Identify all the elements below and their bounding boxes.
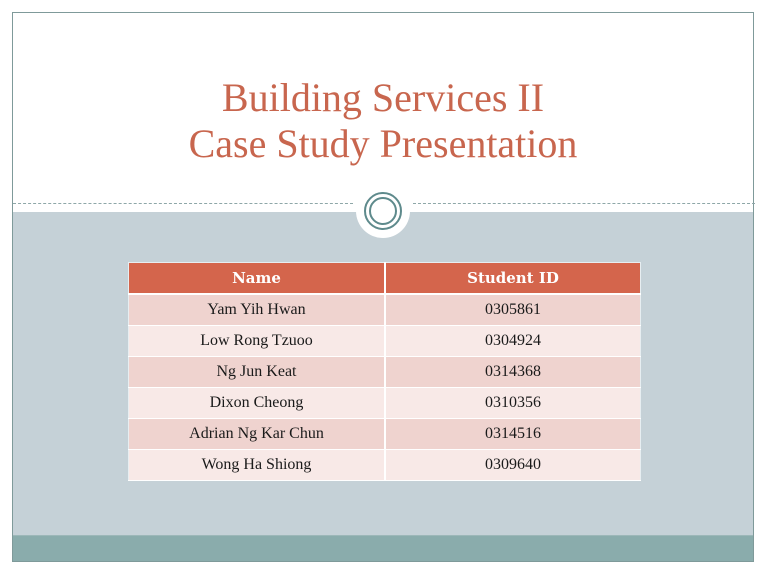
divider-left xyxy=(13,203,353,204)
slide xyxy=(12,12,754,562)
slide-title xyxy=(13,75,753,167)
cell-student-id: 0314516 xyxy=(385,419,641,450)
cell-student-id: 0304924 xyxy=(385,326,641,357)
table-row xyxy=(129,294,641,326)
table-row xyxy=(129,326,641,357)
inner-ring xyxy=(369,197,397,225)
outer-ring xyxy=(364,192,402,230)
cell-name: Adrian Ng Kar Chun xyxy=(129,419,386,450)
table-row xyxy=(129,357,641,388)
header-name: Name xyxy=(129,263,386,295)
header-student-id: Student ID xyxy=(385,263,641,295)
title-area xyxy=(13,13,753,203)
circle-ornament-icon xyxy=(356,184,410,238)
cell-student-id: 0309640 xyxy=(385,450,641,481)
table-header-row xyxy=(129,263,641,295)
table-row xyxy=(129,419,641,450)
cell-name: Low Rong Tzuoo xyxy=(129,326,386,357)
cell-student-id: 0305861 xyxy=(385,294,641,326)
footer-bar xyxy=(13,535,753,561)
cell-name: Yam Yih Hwan xyxy=(129,294,386,326)
title-line-1: Building Services II xyxy=(221,75,545,120)
cell-student-id: 0314368 xyxy=(385,357,641,388)
cell-name: Wong Ha Shiong xyxy=(129,450,386,481)
table-row xyxy=(129,388,641,419)
divider-right xyxy=(413,203,755,204)
title-line-2: Case Study Presentation xyxy=(188,121,578,166)
cell-student-id: 0310356 xyxy=(385,388,641,419)
table-row xyxy=(129,450,641,481)
cell-name: Dixon Cheong xyxy=(129,388,386,419)
student-table xyxy=(128,262,641,481)
cell-name: Ng Jun Keat xyxy=(129,357,386,388)
